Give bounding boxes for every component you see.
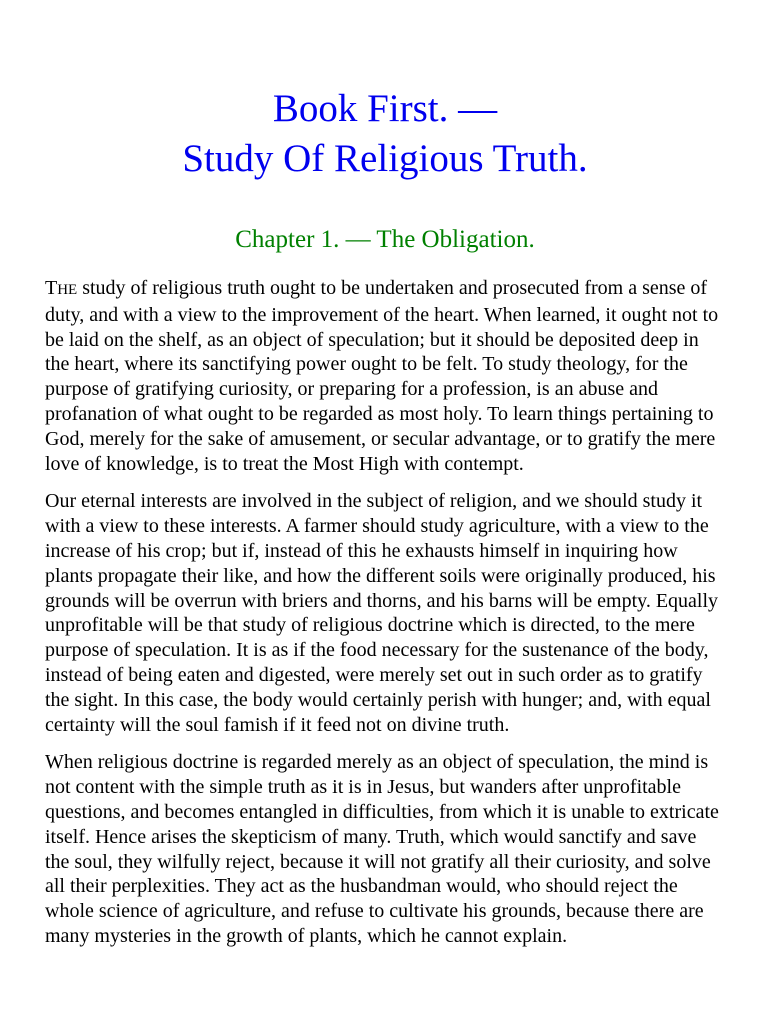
book-title-line-1: Book First. — [272, 87, 498, 130]
drop-initial: T [45, 277, 58, 299]
drop-initial-small-caps: HE [57, 282, 78, 298]
document-page [45, 84, 725, 962]
chapter-title: Chapter 1. — The Obligation. [235, 226, 535, 253]
book-title [45, 84, 725, 184]
chapter-body [45, 276, 725, 949]
paragraph-1-text: study of religious truth ought to be undertaken and prosecuted from a sense of duty, and with a view to the improvement of the heart. When learned, it ought not to be laid on the shelf, as an object of speculation; but it should be deposited deep in the heart, where its sanctifying power ought to be felt. To study theology, for the purpose of gratifying curiosity, or preparing for a profession, is an abuse and profanation of what ought to be regarded as most holy. To learn things pertaining to God, merely for the sake of amusement, or secular advantage, or to gratify the mere love of knowledge, is to treat the Most High with contempt. [45, 277, 719, 475]
paragraph-2: Our eternal interests are involved in the subject of religion, and we should study it with a view to these interests. A farmer should study agriculture, with a view to the increase of his crop; but if, instead of this he exhausts himself in inquiring how plants propagate their like, and how the different soils were originally produced, his grounds will be overrun with briers and thorns, and his barns will be empty. Equally unprofitable will be that study of religious doctrine which is directed, to the mere purpose of speculation. It is as if the food necessary for the sustenance of the body, instead of being eaten and digested, were merely set out in such order as to gratify the sight. In this case, the body would certainly perish with hunger; and, with equal certainty will the soul famish if it feed not on divine truth. [45, 490, 719, 736]
book-title-line-2: Study Of Religious Truth. [182, 137, 588, 180]
paragraph-1 [45, 276, 725, 476]
paragraph-3: When religious doctrine is regarded merely as an object of speculation, the mind is not content with the simple truth as it is in Jesus, but wanders after unprofitable questions, and becomes entangled in difficulties, from which it is unable to extricate itself. Hence arises the skepticism of many. Truth, which would sanctify and save the soul, they wilfully reject, because it will not gratify all their curiosity, and solve all their perplexities. They act as the husbandman would, who should reject the whole science of agriculture, and refuse to cultivate his grounds, because there are many mysteries in the growth of plants, which he cannot explain. [45, 751, 719, 947]
